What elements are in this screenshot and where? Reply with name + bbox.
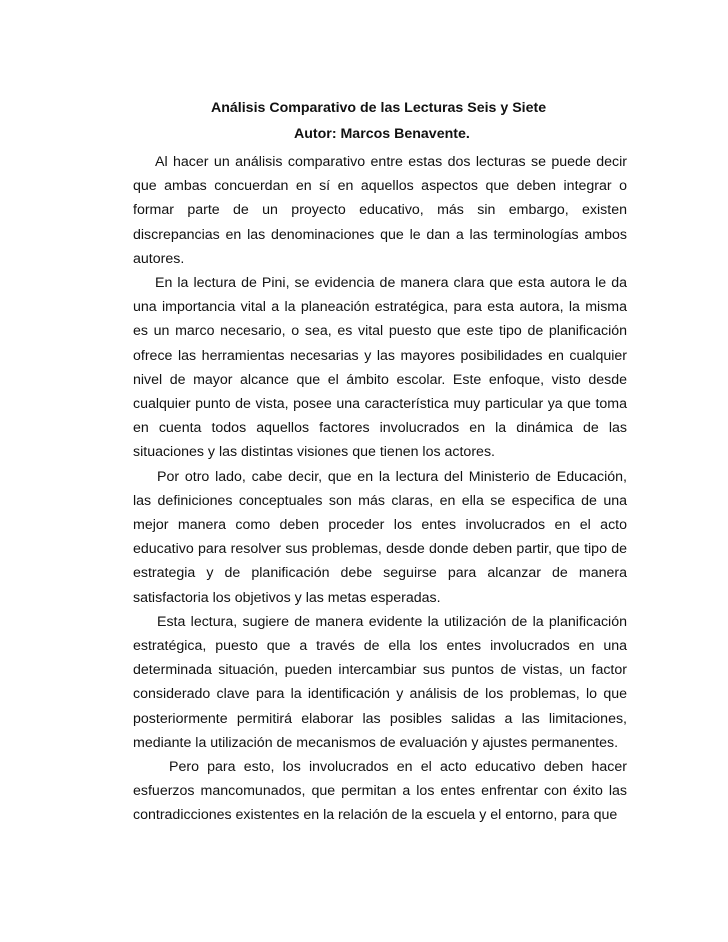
paragraph: Por otro lado, cabe decir, que en la lectura del Ministerio de Educación, las definiciones conceptuales son más claras, en ella se especifica de una mejor manera como deben proceder los entes involucrados en el acto educativo para resolver sus problemas, desde donde deben partir, que tipo de estrategia y de planificación debe seguirse para alcanzar de manera satisfactoria los objetivos y las metas esperadas. [133,468,627,606]
paragraph: Al hacer un análisis comparativo entre estas dos lecturas se puede decir que ambas concuerdan en sí en aquellos aspectos que deben integrar o formar parte de un proyecto educativo, más sin embargo, existen discrepancias en las denominaciones que le dan a las terminologías ambos autores. [133,154,627,267]
paragraph: Esta lectura, sugiere de manera evidente la utilización de la planificación estratégica, puesto que a través de ella los entes involucrados en una determinada situación, pueden intercambiar sus puntos de vistas, un factor considerado clave para la identificación y análisis de los problemas, lo que posteriormente permitirá elaborar las posibles salidas a las limitaciones, mediante la utilización de mecanismos de evaluación y ajustes permanentes. [133,613,627,751]
document-body [133,150,627,828]
paragraph: Pero para esto, los involucrados en el acto educativo deben hacer esfuerzos mancomunados, que permitan a los entes enfrentar con éxito las contradicciones existentes en la relación de la escuela y el entorno, para que [133,759,627,824]
paragraph: En la lectura de Pini, se evidencia de manera clara que esta autora le da una importancia vital a la planeación estratégica, para esta autora, la misma es un marco necesario, o sea, es vital puesto que este tipo de planificación ofrece las herramientas necesarias y las mayores posibilidades en cualquier nivel de mayor alcance que el ámbito escolar. Este enfoque, visto desde cualquier punto de vista, posee una característica muy particular ya que toma en cuenta todos aquellos factores involucrados en la dinámica de las situaciones y las distintas visiones que tienen los actores. [133,275,627,461]
document-author: Autor: Marcos Benavente. [294,126,470,142]
document-title: Análisis Comparativo de las Lecturas Seis y Siete [211,100,547,116]
